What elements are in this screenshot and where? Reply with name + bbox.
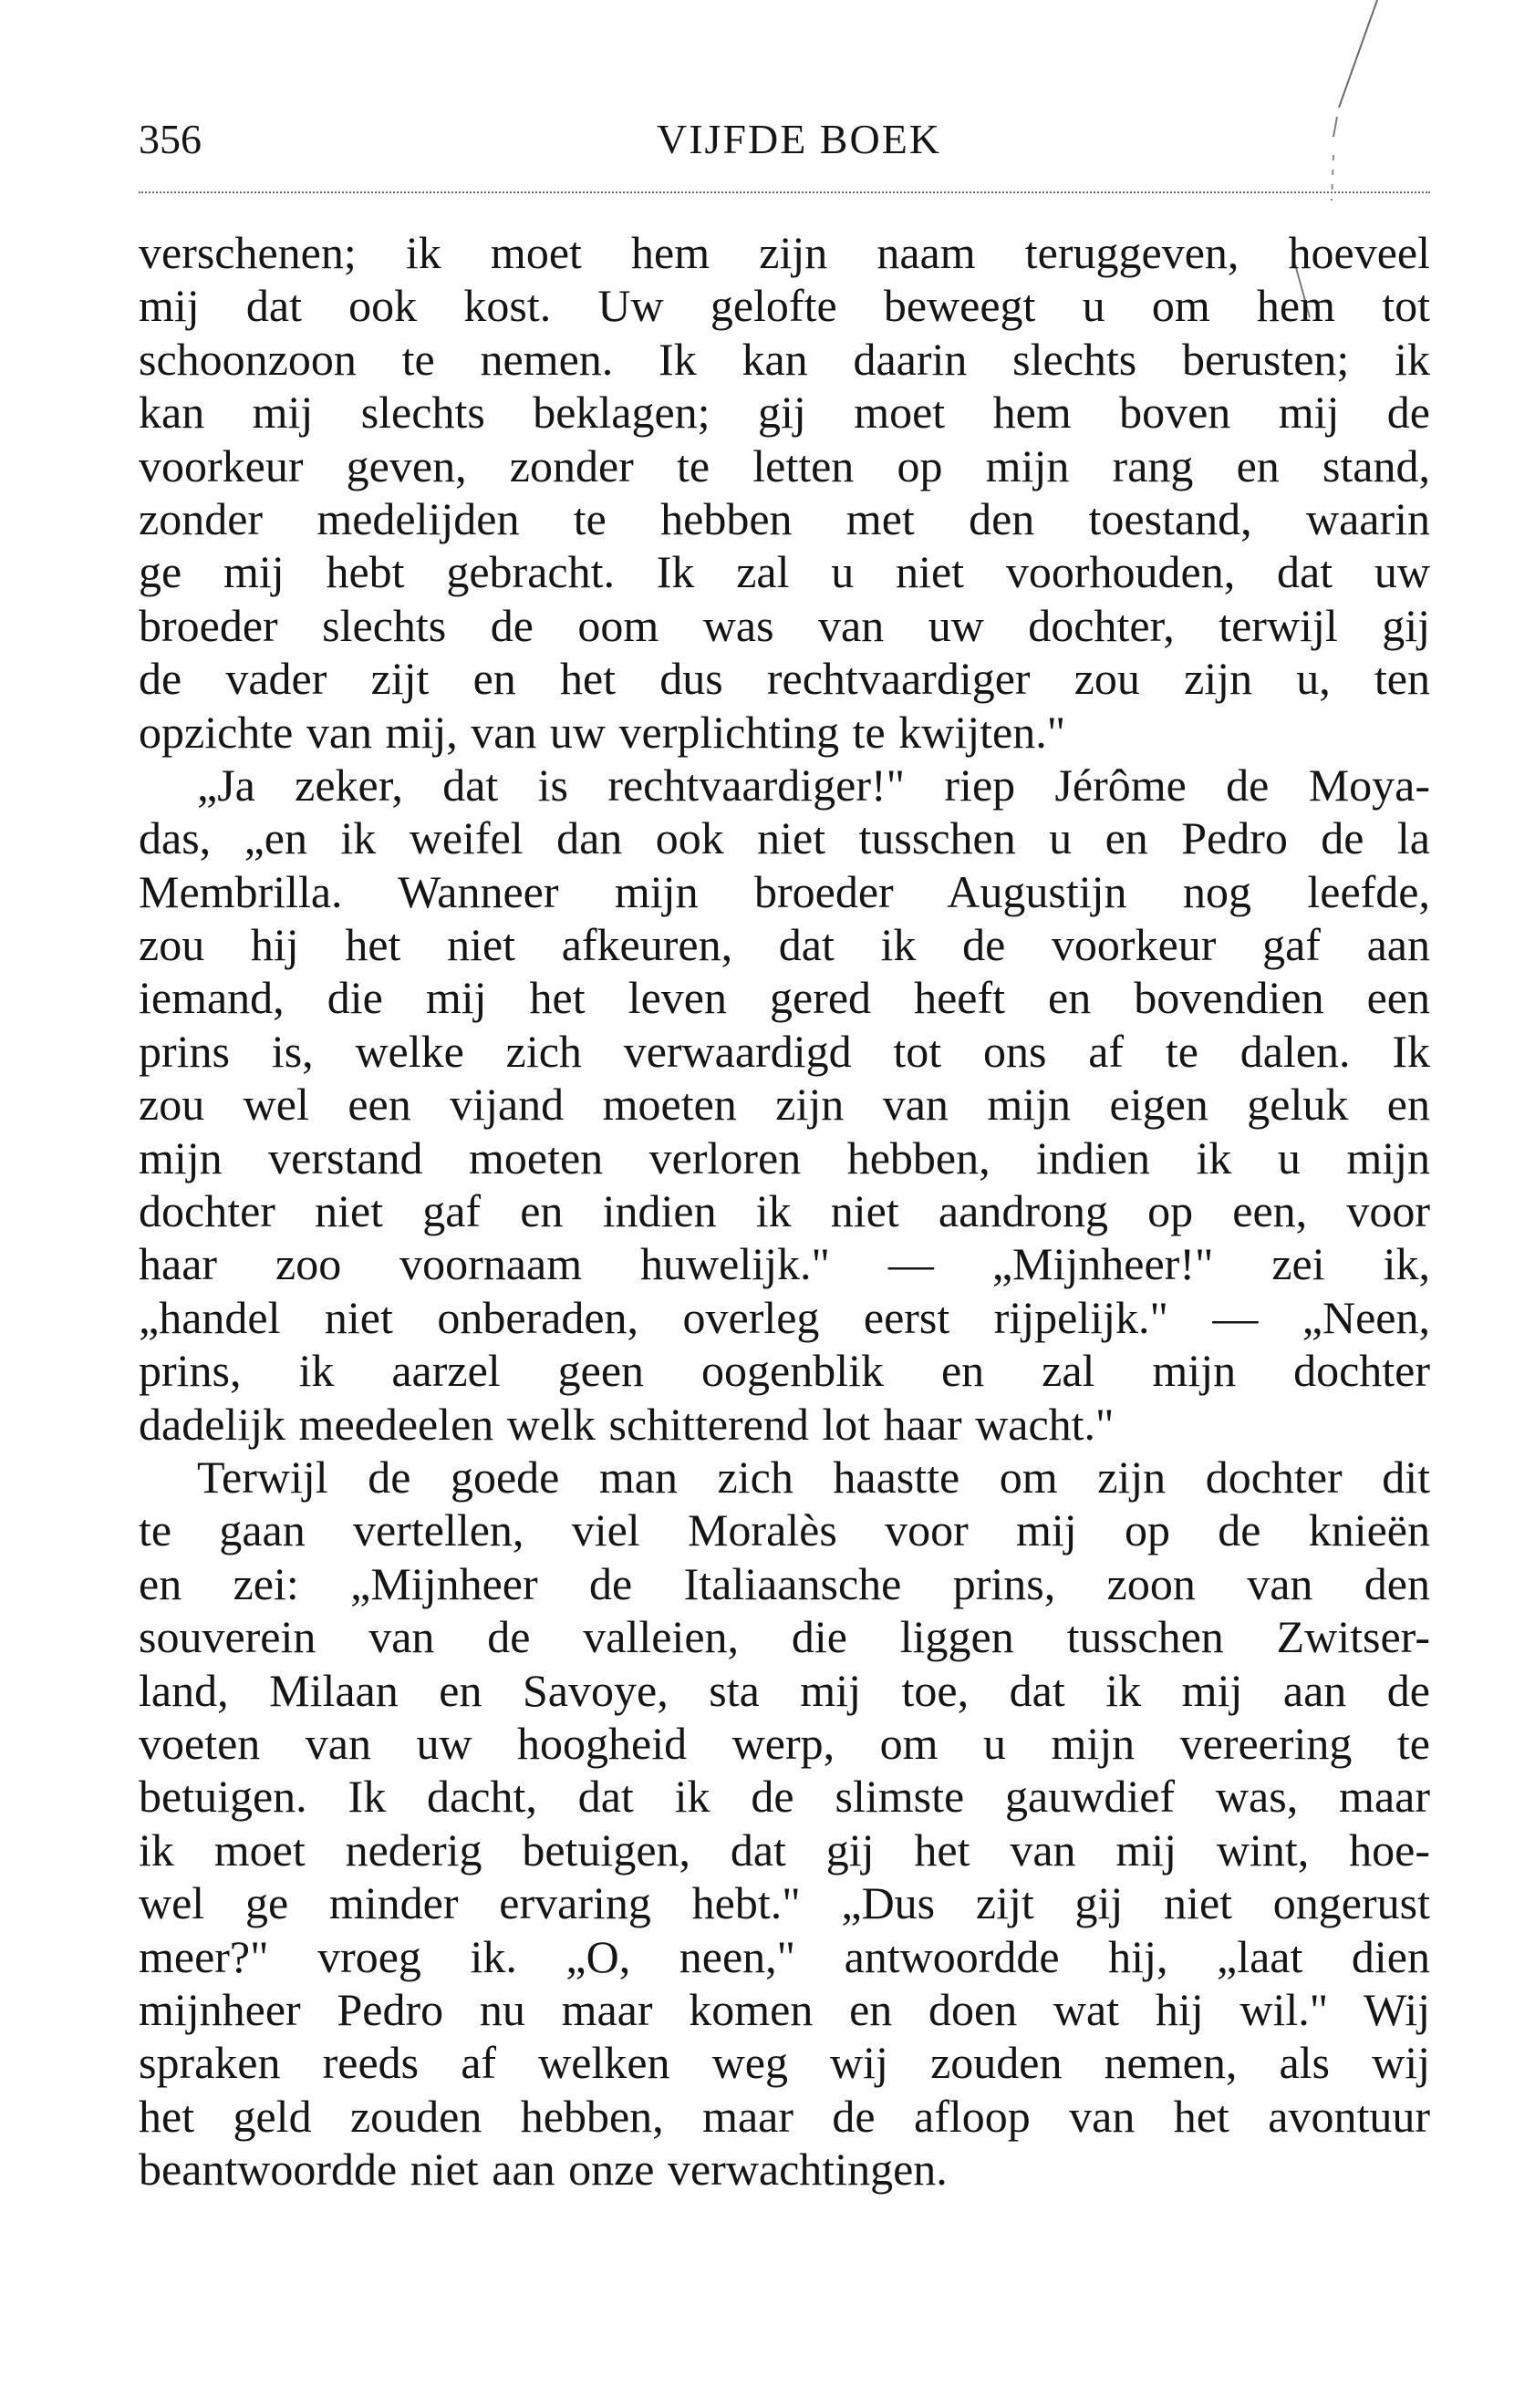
text-line: voeten van uw hoogheid werp, om u mijn vereering te bbox=[139, 1717, 1430, 1769]
header-rule bbox=[139, 191, 1430, 193]
text-line: land, Milaan en Savoye, sta mij toe, dat ik mij aan de bbox=[139, 1664, 1430, 1716]
text-line: de vader zijt en het dus rechtvaardiger zou zijn u, ten bbox=[139, 653, 1430, 705]
text-line: voorkeur geven, zonder te letten op mijn rang en stand, bbox=[139, 439, 1430, 491]
text-line: Terwijl de goede man zich haastte om zijn dochter dit bbox=[197, 1451, 1430, 1503]
text-line: haar zoo voornaam huwelijk." — „Mijnheer!" zei ik, bbox=[139, 1238, 1430, 1290]
text-line: Membrilla. Wanneer mijn broeder Augustijn nog leefde, bbox=[139, 865, 1430, 917]
text-line: „handel niet onberaden, overleg eerst rijpelijk." — „Neen, bbox=[139, 1291, 1430, 1343]
text-line: mijn verstand moeten verloren hebben, indien ik u mijn bbox=[139, 1132, 1430, 1183]
text-line: dochter niet gaf en indien ik niet aandrong op een, voor bbox=[139, 1185, 1430, 1237]
text-line: het geld zouden hebben, maar de afloop van het avontuur bbox=[139, 2090, 1430, 2142]
page-number: 356 bbox=[139, 116, 202, 162]
text-line: broeder slechts de oom was van uw dochter, terwijl gij bbox=[139, 599, 1430, 651]
text-line: betuigen. Ik dacht, dat ik de slimste gauwdief was, maar bbox=[139, 1771, 1430, 1823]
text-line: te gaan vertellen, viel Moralès voor mij op de knieën bbox=[139, 1504, 1430, 1556]
text-line: spraken reeds af welken weg wij zouden nemen, als wij bbox=[139, 2037, 1430, 2089]
body-text bbox=[139, 226, 1430, 2196]
text-line: opzichte van mij, van uw verplichting te kwijten." bbox=[139, 706, 1066, 758]
text-line: beantwoordde niet aan onze verwachtingen. bbox=[139, 2144, 948, 2196]
text-line: iemand, die mij het leven gered heeft en bovendien een bbox=[139, 972, 1430, 1024]
running-head: VIJFDE BOEK bbox=[656, 116, 942, 162]
text-line: das, „en ik weifel dan ook niet tusschen u en Pedro de la bbox=[139, 812, 1430, 864]
text-line: schoonzoon te nemen. Ik kan daarin slechts berusten; ik bbox=[139, 333, 1430, 385]
text-line: wel ge minder ervaring hebt." „Dus zijt gij niet ongerust bbox=[139, 1877, 1430, 1929]
page-header bbox=[139, 108, 1430, 171]
text-line: kan mij slechts beklagen; gij moet hem boven mij de bbox=[139, 387, 1430, 439]
text-line: souverein van de valleien, die liggen tusschen Zwitser- bbox=[139, 1611, 1430, 1663]
text-line: prins is, welke zich verwaardigd tot ons af te dalen. Ik bbox=[139, 1025, 1430, 1077]
text-line: dadelijk meedeelen welk schitterend lot haar wacht." bbox=[139, 1398, 1115, 1450]
text-line: „Ja zeker, dat is rechtvaardiger!" riep Jérôme de Moya- bbox=[197, 759, 1430, 811]
text-line: meer?" vroeg ik. „O, neen," antwoordde hij, „laat dien bbox=[139, 1930, 1430, 1982]
text-line: verschenen; ik moet hem zijn naam teruggeven, hoeveel bbox=[139, 227, 1430, 278]
text-line: ge mij hebt gebracht. Ik zal u niet voorhouden, dat uw bbox=[139, 546, 1430, 598]
text-line: mijnheer Pedro nu maar komen en doen wat hij wil." Wij bbox=[139, 1983, 1430, 2035]
text-line: zonder medelijden te hebben met den toestand, waarin bbox=[139, 492, 1430, 544]
text-line: ik moet nederig betuigen, dat gij het van mij wint, hoe- bbox=[139, 1824, 1430, 1876]
text-line: en zei: „Mijnheer de Italiaansche prins, zoon van den bbox=[139, 1557, 1430, 1609]
text-line: mij dat ook kost. Uw gelofte beweegt u om hem tot bbox=[139, 280, 1430, 332]
text-line: prins, ik aarzel geen oogenblik en zal mijn dochter bbox=[139, 1345, 1430, 1397]
text-line: zou hij het niet afkeuren, dat ik de voorkeur gaf aan bbox=[139, 919, 1430, 971]
text-line: zou wel een vijand moeten zijn van mijn eigen geluk en bbox=[139, 1079, 1430, 1131]
